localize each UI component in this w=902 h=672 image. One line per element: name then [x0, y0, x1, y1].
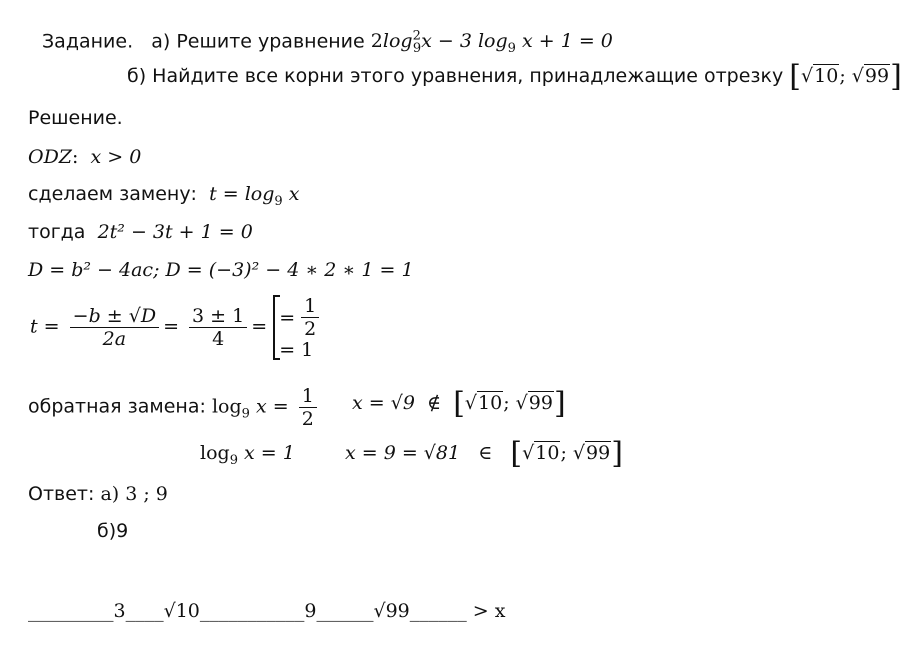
task-line-b: [127, 59, 902, 94]
roots-line: t = $\frac{-b \pm √D}{2a}$ = $\frac{3 \pm 1}{4}$ = = $\frac{1}{2}$ = 1: [30, 295, 319, 360]
task-label: Задание.: [42, 30, 134, 53]
quadratic-line: тогда 2t² − 3t + 1 = 0: [28, 221, 253, 243]
roots-system: = $\frac{1}{2}$ = 1: [273, 295, 319, 360]
number-line: _________3____√10___________9______√99______ > x: [28, 600, 506, 622]
task-line-a: [42, 25, 613, 61]
task-equation: $2\log^2_9x - 3$ $\log_9 x + 1 = 0$: [370, 29, 613, 57]
solution-heading: Решение.: [28, 107, 123, 129]
task-part-a-text: а) Решите уравнение: [151, 30, 365, 53]
back-result-1: x = √9 ∉ [√10; √99]: [352, 386, 566, 421]
back-substitution-1: обратная замена: $\log_9 x$ = $\frac{1}{2}$: [28, 385, 321, 430]
substitution-line: сделаем замену: $t = \log_9 x$: [28, 183, 300, 209]
discriminant-line: D = b² − 4ac; D = (−3)² − 4 ∗ 2 ∗ 1 = 1: [28, 259, 414, 281]
task-part-b-text: б) Найдите все корни этого уравнения, принадлежащие отрезку: [127, 65, 784, 87]
back-substitution-2: $\log_9 x = 1$: [200, 442, 295, 468]
answer-line-a: Ответ: а) 3 ; 9: [28, 483, 168, 505]
back-result-2: x = 9 = √81 ∈ [√10; √99]: [345, 436, 623, 471]
odz-line: ODZ: x > 0: [28, 146, 142, 168]
answer-line-b: б)9: [97, 520, 129, 542]
task-interval: [√10; √99]: [789, 59, 902, 94]
